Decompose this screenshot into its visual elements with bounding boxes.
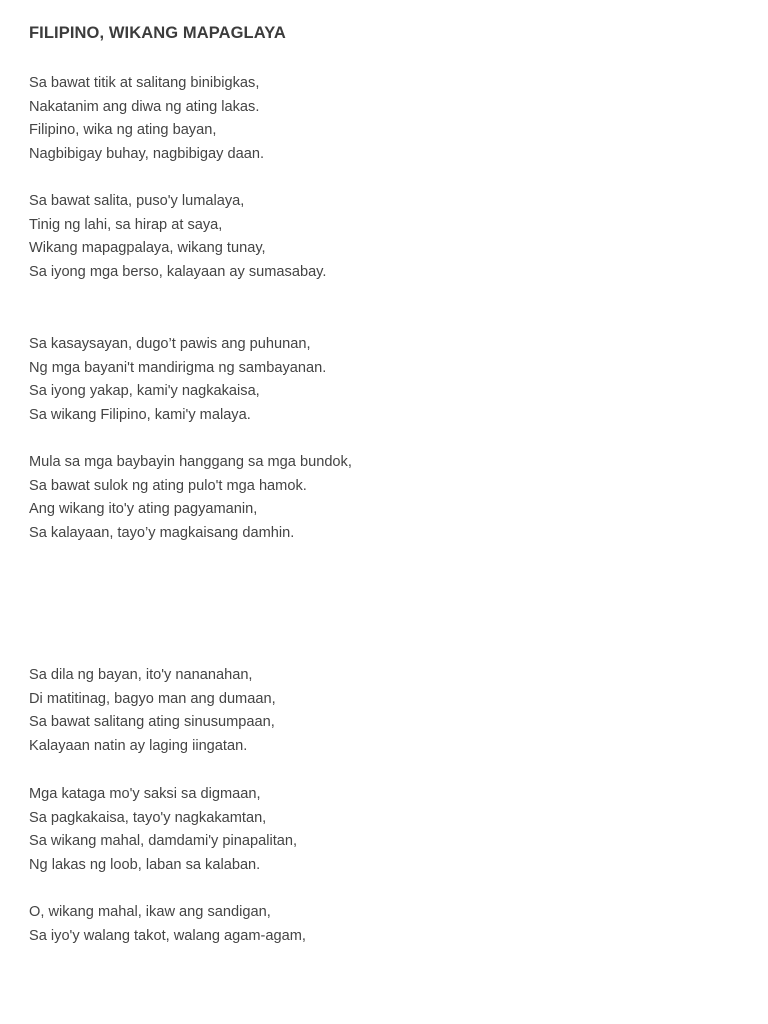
poem-line: Sa bawat salitang ating sinusumpaan,	[29, 714, 275, 731]
poem-line: Sa iyong yakap, kami'y nagkakaisa,	[29, 383, 260, 400]
poem-line: Wikang mapagpalaya, wikang tunay,	[29, 240, 266, 257]
poem-line: Filipino, wika ng ating bayan,	[29, 122, 217, 139]
poem-line: Sa iyong mga berso, kalayaan ay sumasabay.	[29, 264, 327, 281]
poem-line: Ang wikang ito'y ating pagyamanin,	[29, 501, 258, 518]
stanza-3	[29, 333, 326, 428]
stanza-2	[29, 190, 326, 285]
poem-line: Kalayaan natin ay laging iingatan.	[29, 738, 248, 755]
poem-line: Sa bawat titik at salitang binibigkas,	[29, 75, 260, 91]
poem-line: Ng lakas ng loob, laban sa kalaban.	[29, 857, 261, 874]
poem-line: Sa bawat salita, puso'y lumalaya,	[29, 193, 245, 209]
poem-line: Sa bawat sulok ng ating pulo't mga hamok.	[29, 477, 307, 494]
poem-line: Ng mga bayani't mandirigma ng sambayanan.	[29, 359, 327, 376]
poem-line: Sa wikang mahal, damdami'y pinapalitan,	[29, 833, 298, 850]
poem-line: O, wikang mahal, ikaw ang sandigan,	[29, 904, 271, 920]
stanza-6	[29, 783, 297, 878]
poem-line: Mga kataga mo'y saksi sa digmaan,	[29, 786, 261, 802]
poem-line: Sa wikang Filipino, kami'y malaya.	[29, 407, 251, 424]
stanza-4	[29, 451, 352, 546]
poem-line: Sa iyo'y walang takot, walang agam-agam,	[29, 927, 306, 944]
stanza-7	[29, 901, 306, 948]
poem-line: Sa kalayaan, tayo’y magkaisang damhin.	[29, 525, 295, 542]
poem-title: FILIPINO, WIKANG MAPAGLAYA	[29, 24, 286, 42]
poem-line: Sa dila ng bayan, ito'y nananahan,	[29, 667, 253, 683]
stanza-1	[29, 72, 264, 167]
poem-line: Nakatanim ang diwa ng ating lakas.	[29, 98, 260, 115]
poem-line: Sa kasaysayan, dugo’t pawis ang puhunan,	[29, 336, 311, 352]
poem-line: Tinig ng lahi, sa hirap at saya,	[29, 216, 223, 233]
poem-line: Nagbibigay buhay, nagbibigay daan.	[29, 146, 265, 163]
poem-line: Di matitinag, bagyo man ang dumaan,	[29, 690, 276, 707]
poem-line: Mula sa mga baybayin hanggang sa mga bundok,	[29, 454, 352, 470]
poem-line: Sa pagkakaisa, tayo'y nagkakamtan,	[29, 809, 267, 826]
stanza-5	[29, 664, 276, 759]
